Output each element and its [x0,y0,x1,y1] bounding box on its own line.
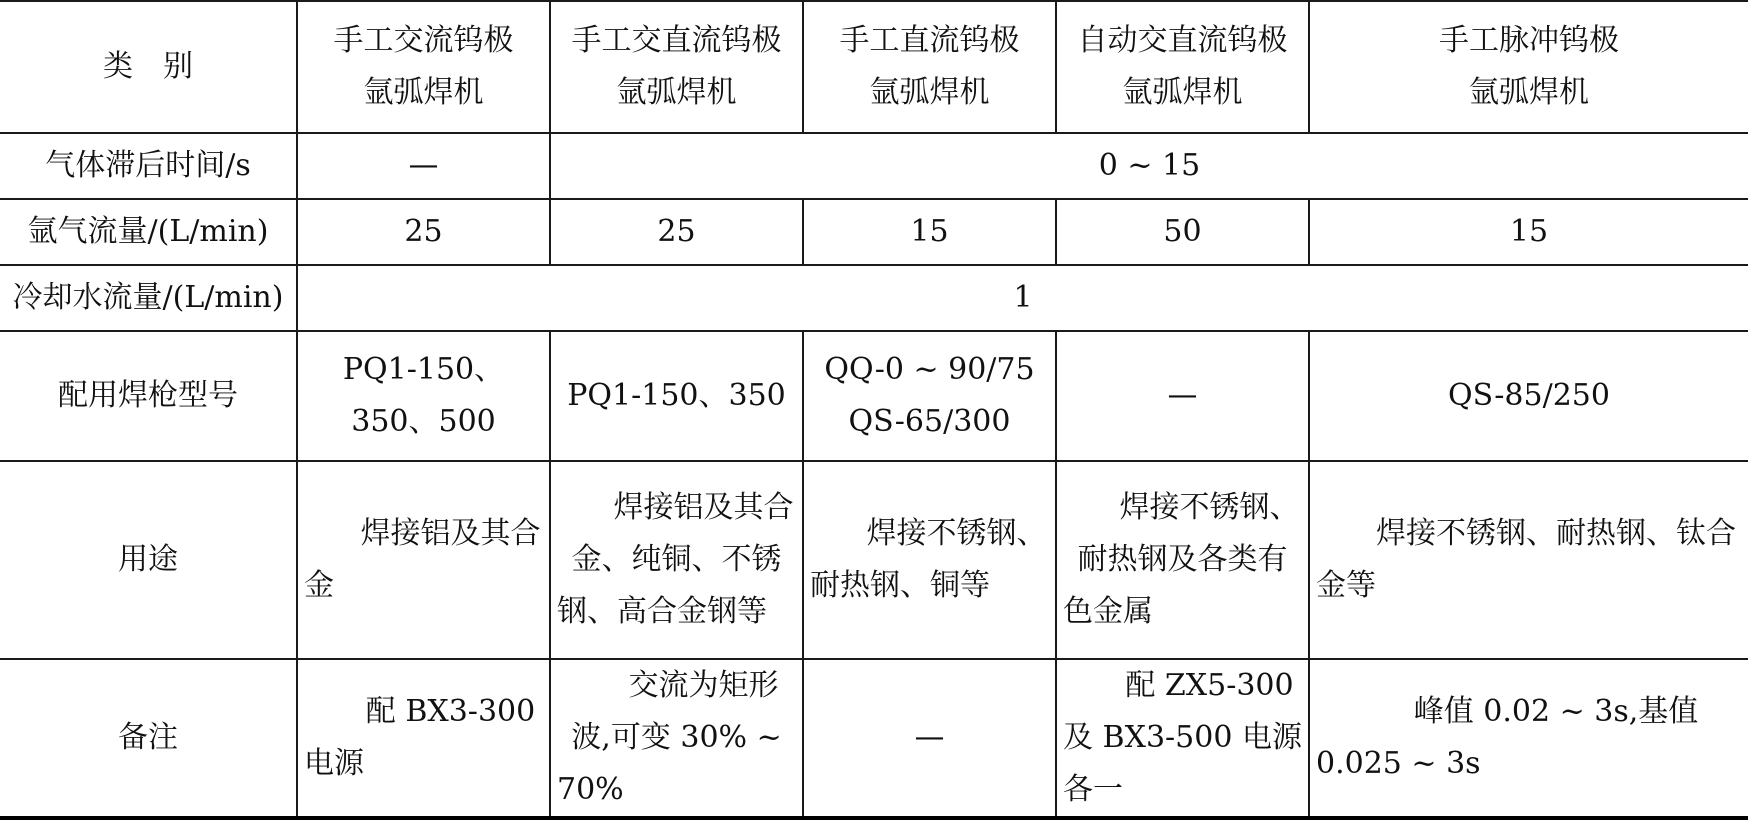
torch-model-cell: QS-85/250 [1309,331,1748,461]
remarks-cell: 峰值 0.02 ~ 3s,基值 0.025 ~ 3s [1309,659,1748,818]
remarks-cell: 配 BX3-300 电源 [297,659,550,818]
remarks-cell: 配 ZX5-300 及 BX3-500 电源各一 [1056,659,1309,818]
torch-model-row [0,331,1748,461]
torch-model-line1: QQ-0 ~ 90/75 [824,352,1035,387]
column-header-line2: 氩弧焊机 [1469,75,1589,110]
torch-model-cell: — [1056,331,1309,461]
row-label: 备注 [0,659,297,818]
column-header-manual-pulse [1309,1,1748,133]
argon-flow-cell: 25 [297,199,550,265]
gas-lag-row [0,133,1748,199]
torch-model-line2: QS-65/300 [848,404,1011,439]
usage-row [0,461,1748,659]
column-header-line1: 自动交直流钨极 [1077,23,1288,58]
argon-flow-cell: 50 [1056,199,1309,265]
remarks-row [0,659,1748,818]
column-header-line1: 手工直流钨极 [839,23,1020,58]
torch-model-cell [803,331,1056,461]
gas-lag-col2-5: 0 ~ 15 [550,133,1748,199]
column-header-line2: 氩弧焊机 [616,75,737,110]
column-header-line1: 手工交流钨极 [333,23,514,58]
gas-lag-col1: — [297,133,550,199]
column-header-line2: 氩弧焊机 [1122,75,1243,110]
row-label: 配用焊枪型号 [0,331,297,461]
column-header-line1: 手工脉冲钨极 [1439,23,1619,58]
column-header-manual-acdc [550,1,803,133]
category-header-label: 类 别 [103,49,193,84]
usage-cell: 焊接不锈钢、耐热钢、钛合金等 [1309,461,1748,659]
header-row [0,1,1748,133]
usage-cell: 焊接铝及其合金、纯铜、不锈钢、高合金钢等 [550,461,803,659]
torch-model-cell: PQ1-150、350 [550,331,803,461]
usage-cell: 焊接不锈钢、耐热钢、铜等 [803,461,1056,659]
column-header-line2: 氩弧焊机 [869,75,990,110]
usage-cell: 焊接铝及其合金 [297,461,550,659]
torch-model-cell: PQ1-150、350、500 [297,331,550,461]
column-header-auto-acdc [1056,1,1309,133]
argon-flow-cell: 15 [1309,199,1748,265]
category-header-cell [0,1,297,133]
column-header-manual-ac [297,1,550,133]
row-label: 氩气流量/(L/min) [0,199,297,265]
row-label: 用途 [0,461,297,659]
row-label: 冷却水流量/(L/min) [0,265,297,331]
remarks-cell: 交流为矩形波,可变 30% ~ 70% [550,659,803,818]
column-header-line2: 氩弧焊机 [363,75,484,110]
remarks-cell: — [803,659,1056,818]
argon-flow-cell: 15 [803,199,1056,265]
column-header-manual-dc [803,1,1056,133]
usage-cell: 焊接不锈钢、耐热钢及各类有色金属 [1056,461,1309,659]
column-header-line1: 手工交直流钨极 [571,23,782,58]
water-flow-cell: 1 [297,265,1748,331]
argon-flow-cell: 25 [550,199,803,265]
water-flow-row [0,265,1748,331]
argon-flow-row [0,199,1748,265]
row-label: 气体滞后时间/s [0,133,297,199]
